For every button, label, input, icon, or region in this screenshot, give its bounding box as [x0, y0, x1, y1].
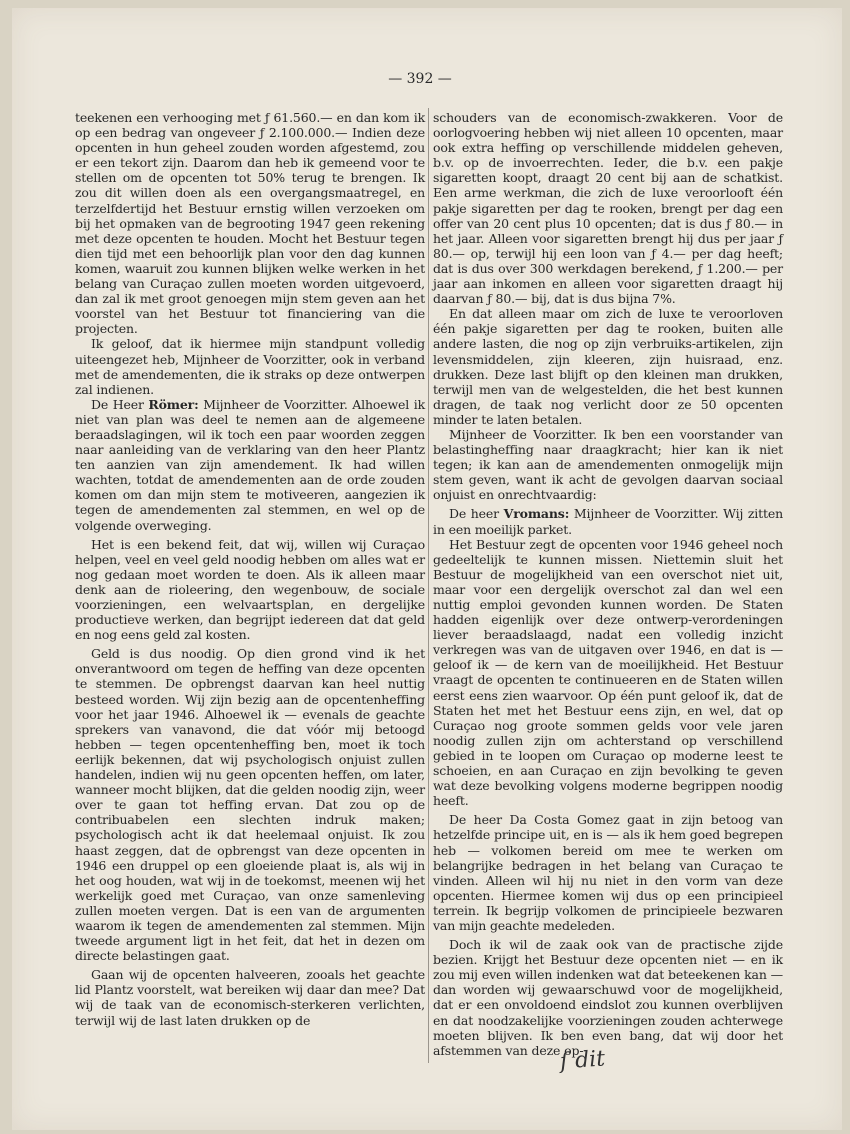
- document-page: [12, 8, 842, 1130]
- speaker-paragraph: [433, 506, 783, 536]
- paragraph: Mijnheer de Voorzitter. Ik ben een voorstander van belastingheffing naar draagkracht; hier kan ik niet tegen; ik kan aan de amendementen onmogelijk mijn stem geven, want ik acht de gevolgen daarvan sociaal onjuist en onrechtvaardig:: [433, 426, 783, 503]
- paragraph: Het is een bekend feit, dat wij, willen wij Curaçao helpen, veel en veel geld noodig hebben om alles wat er nog gedaan moet worden te doen. Als ik alleen maar denk aan de rioleering, den wegenbouw, de sociale voorzieningen, een welvaartsplan, en dergelijke productieve werken, dan begrijpt iedereen dat dat geld en nog eens geld zal kosten.: [75, 536, 425, 643]
- speaker-paragraph: [75, 397, 425, 533]
- paragraph: Gaan wij de opcenten halveeren, zooals het geachte lid Plantz voorstelt, wat bereiken wij daar dan mee? Dat wij de taak van de economisch-sterkeren verlichten, terwijl wij de last laten drukken op de: [75, 967, 425, 1028]
- speaker-prefix: De Heer: [91, 396, 144, 412]
- left-column: [75, 110, 425, 1028]
- speaker-name: Römer:: [148, 396, 199, 412]
- paragraph-text: Mijnheer de Voorzitter. Alhoewel ik niet van plan was deel te nemen aan de algemeene beraadslagingen, wil ik toch een paar woorden zeggen naar aanleiding van de verklaring van den heer Plantz ten aanzien van zijn amendement. Ik had willen wachten, totdat de amendementen aan de orde zouden komen om dan mijn stem te motiveeren, aangezien ik tegen de amendementen zal stemmen, en wel op de volgende overweging.: [75, 396, 426, 533]
- column-divider: [428, 108, 429, 1063]
- right-column: [433, 110, 783, 1058]
- paragraph: Geld is dus noodig. Op dien grond vind ik het onverantwoord om tegen de heffing van deze opcenten te stemmen. De opbrengst daarvan kan heel nuttig besteed worden. Wij zijn bezig aan de opcentenheffing voor het jaar 1946. Alhoewel ik — evenals de geachte sprekers van vanavond, die dat vóór mij betoogd hebben — tegen opcentenheffing ben, moet ik toch eerlijk bekennen, dat wij psychologisch onjuist zullen handelen, indien wij nu geen opcenten heffen, om later, wanneer mocht blijken, dat die gelden noodig zijn, weer over te gaan tot heffing ervan. Dat zou op de contribuabelen een slechten indruk maken; psychologisch acht ik dat heelemaal onjuist. Ik zou haast zeggen, dat de opbrengst van deze opcenten in 1946 een druppel op een gloeiende plaat is, als wij in het oog houden, wat wij in de toekomst, meenen wij het werkelijk goed met Curaçao, van onze samenleving zullen moeten vergen. Dat is een van de argumenten waarom ik tegen de amendementen zal stemmen. Mijn tweede argument ligt in het feit, dat het in dezen om directe belastingen gaat.: [75, 646, 425, 964]
- speaker-name: Vromans:: [503, 506, 570, 522]
- paragraph: Doch ik wil de zaak ook van de practische zijde bezien. Krijgt het Bestuur deze opcenten niet — en ik zou mij even willen indenken wat dat beteekenen kan — dan worden wij gewaarschuwd voor de mogelijkheid, dat er een onvoldoend eindslot zou kunnen overblijven en dat noodzakelijke voorzieningen zouden achterwege moeten blijven. Ik ben even bang, dat wij door het afstemmen van deze op-: [433, 937, 783, 1058]
- paragraph: schouders van de economisch-zwakkeren. Voor de oorlogvoering hebben wij niet alleen 10 opcenten, maar ook extra heffing op verschillende middelen geheven, b.v. op de invoerrechten. Ieder, die b.v. een pakje sigaretten koopt, draagt 20 cent bij aan de schatkist. Een arme werkman, die zich de luxe veroorlooft één pakje sigaretten per dag te rooken, brengt per dag een offer van 20 cent plus 10 opcenten; dat is dus ƒ 80.— in het jaar. Alleen voor sigaretten brengt hij dus per jaar ƒ 80.— op, terwijl hij een loon van ƒ 4.— per dag heeft; dat is dus over 300 werkdagen berekend, ƒ 1.200.— per jaar aan inkomen en alleen voor sigaretten draagt hij daarvan ƒ 80.— bij, dat is dus bijna 7%.: [433, 110, 783, 307]
- handwritten-annotation: ſ dit: [559, 1046, 606, 1075]
- paragraph-text: Mijnheer de Voorzitter. Wij zitten in een moeilijk parket.: [433, 506, 784, 537]
- speaker-prefix: De heer: [449, 506, 499, 522]
- paragraph: En dat alleen maar om zich de luxe te veroorloven één pakje sigaretten per dag te rooken, buiten alle andere lasten, die nog op zijn verbruiks-artikelen, zijn levensmiddelen, zijn kleeren, zijn huisraad, enz. drukken. Deze last blijft op den kleinen man drukken, terwijl men van de welgestelden, die het best kunnen dragen, de taak nog verlicht door ze 50 opcenten minder te laten betalen.: [433, 306, 783, 427]
- page-number: — 392 —: [388, 71, 452, 87]
- paragraph: Ik geloof, dat ik hiermee mijn standpunt volledig uiteengezet heb, Mijnheer de Voorzitter, ook in verband met de amendementen, die ik straks op deze ontwerpen zal indienen.: [75, 336, 425, 397]
- paragraph: teekenen een verhooging met ƒ 61.560.— en dan kom ik op een bedrag van ongeveer ƒ 2.100.000.— Indien deze opcenten in hun geheel zouden worden afgestemd, zou er een tekort zijn. Daarom dan heb ik gemeend voor te stellen om de opcenten tot 50% terug te brengen. Ik zou dit willen doen als een overgangsmaatregel, en terzelfdertijd het Bestuur ernstig willen verzoeken om bij het opmaken van de begrooting 1947 geen rekening met deze opcenten te houden. Mocht het Bestuur tegen dien tijd met een behoorlijk plan voor den dag kunnen komen, waaruit zou kunnen blijken welke werken in het belang van Curaçao zullen moeten worden uitgevoerd, dan zal ik met groot genoegen mijn stem geven aan het voorstel van het Bestuur tot financiering van die projecten.: [75, 110, 425, 337]
- paragraph: Het Bestuur zegt de opcenten voor 1946 geheel noch gedeeltelijk te kunnen missen. Niettemin sluit het Bestuur de mogelijkheid van een overschot niet uit, maar voor een dergelijk overschot zal dan wel een nuttig emploi gevonden kunnen worden. De Staten hadden eigenlijk over deze ontwerp-verordeningen liever beraadslaagd, nadat een volledig inzicht verkregen was van de uitgaven over 1946, en dat is — geloof ik — de kern van de moeilijkheid. Het Bestuur vraagt de opcenten te continueeren en de Staten willen eerst eens zien waarvoor. Op één punt geloof ik, dat de Staten het met het Bestuur eens zijn, en wel, dat op Curaçao nog groote sommen gelds voor vele jaren noodig zullen zijn om achterstand op verschillend gebied in te loopen om Curaçao op moderne leest te schoeien, en aan Curaçao en zijn bevolking te geven wat deze bevolking volgens moderne begrippen noodig heeft.: [433, 536, 783, 809]
- paragraph: De heer Da Costa Gomez gaat in zijn betoog van hetzelfde principe uit, en is — als ik hem goed begrepen heb — volkomen bereid om mee te werken om belangrijke bedragen in het belang van Curaçao te vinden. Alleen wil hij nu niet in den vorm van deze opcenten. Hiermee komen wij dus op een principieel terrein. Ik begrijp volkomen de principieele bezwaren van mijn geachte medeleden.: [433, 812, 783, 933]
